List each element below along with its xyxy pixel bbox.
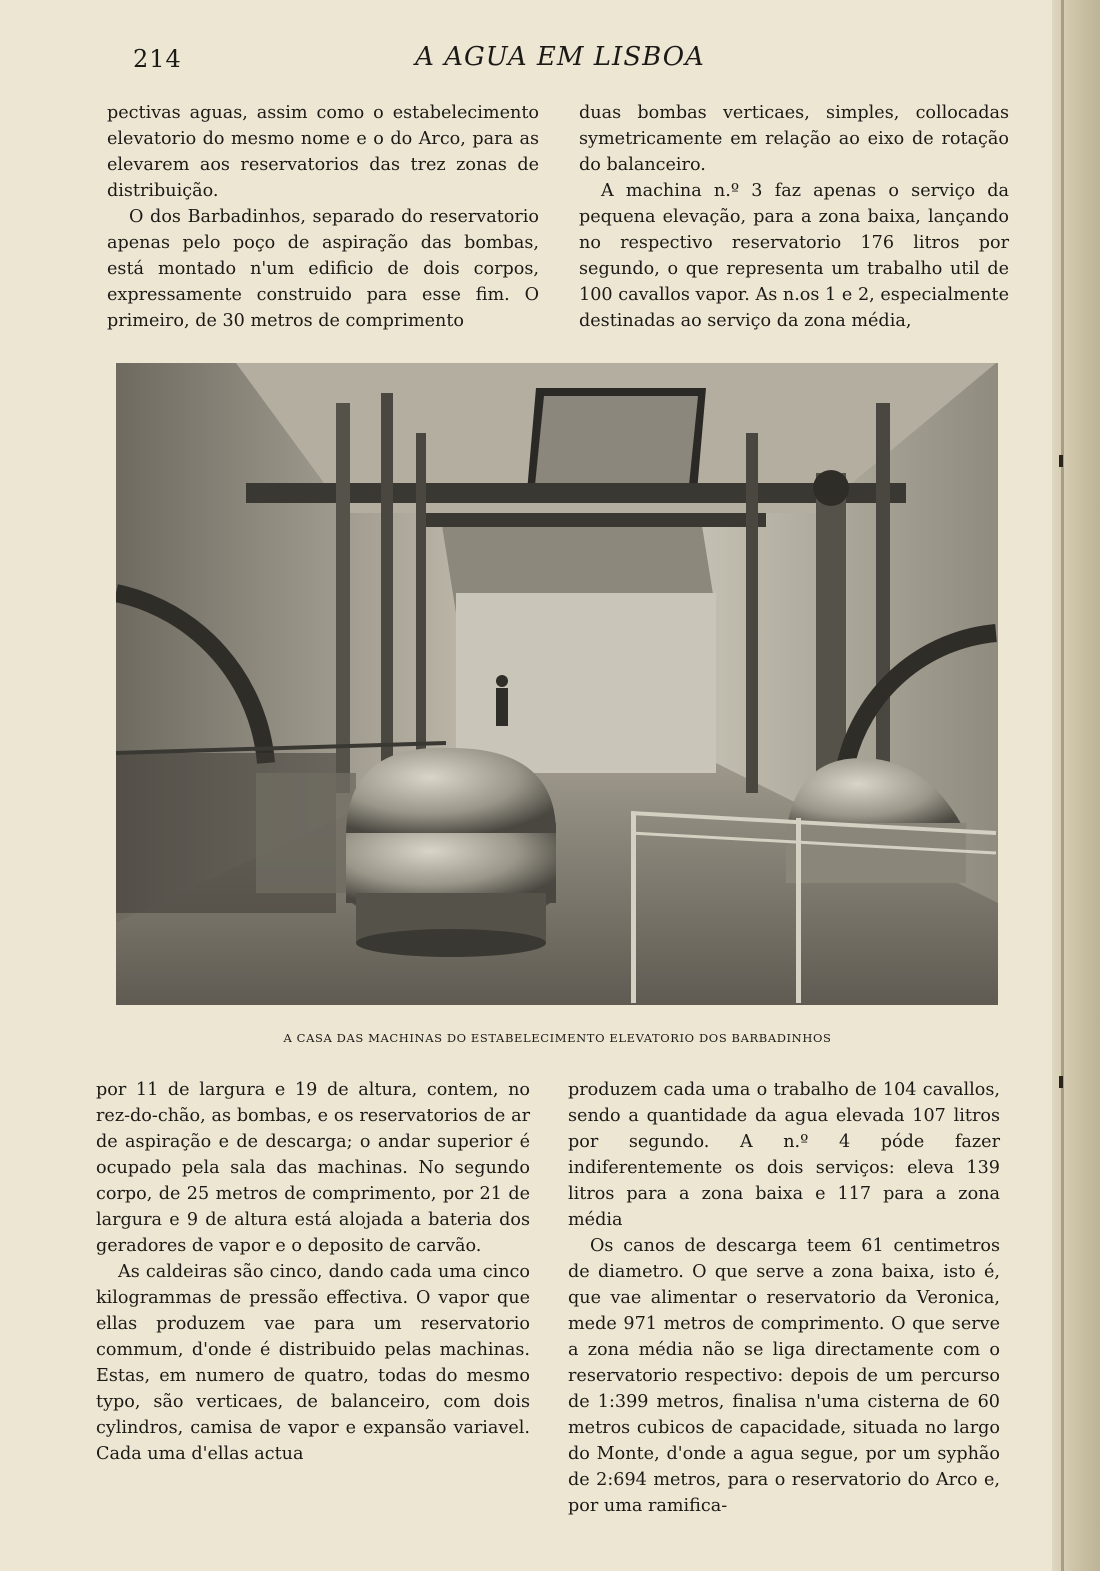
running-title: A AGUA EM LISBOA xyxy=(415,42,705,72)
text-column-top-left xyxy=(107,100,539,334)
engine-house-photograph xyxy=(116,363,998,1005)
paragraph: duas bombas verticaes, simples, collocadas symetricamente em relação ao eixo de rotação do balanceiro. xyxy=(579,103,1009,175)
margin-mark xyxy=(1059,1076,1063,1088)
margin-mark xyxy=(1059,455,1063,467)
paragraph: produzem cada uma o trabalho de 104 cavallos, sendo a quantidade da agua elevada 107 litros por segundo. A n.º 4 póde fazer indiferentemente os dois serviços: eleva 139 litros para a zona baixa e 117 para a zona média xyxy=(568,1080,1000,1230)
paragraph: O dos Barbadinhos, separado do reservatorio apenas pelo poço de aspiração das bombas, está montado n'um edificio de dois corpos, expressamente construido para esse fim. O primeiro, de 30 metros de comprimento xyxy=(107,207,539,331)
photo-caption: A CASA DAS MACHINAS DO ESTABELECIMENTO ELEVATORIO DOS BARBADINHOS xyxy=(283,1031,832,1045)
paragraph: A machina n.º 3 faz apenas o serviço da pequena elevação, para a zona baixa, lançando no respectivo reservatorio 176 litros por segundo, o que representa um trabalho util de 100 cavallos vapor. As n.os 1 e 2, especialmente destinadas ao serviço da zona média, xyxy=(579,181,1009,331)
paragraph: As caldeiras são cinco, dando cada uma cinco kilogrammas de pressão effectiva. O vapor que ellas produzem vae para um reservatorio commum, d'onde é distribuido pelas machinas. Estas, em numero de quatro, todas do mesmo typo, são verticaes, de balanceiro, com dois cylindros, camisa de vapor e expansão variavel. Cada uma d'ellas actua xyxy=(96,1262,530,1464)
text-column-top-right xyxy=(579,100,1009,334)
text-column-bottom-left xyxy=(96,1077,530,1467)
paragraph: por 11 de largura e 19 de altura, contem, no rez-do-chão, as bombas, e os reservatorios de ar de aspiração e de descarga; o andar superior é ocupado pela sala das machinas. No segundo corpo, de 25 metros de comprimento, por 21 de largura e 9 de altura está alojada a bateria dos geradores de vapor e o deposito de carvão. xyxy=(96,1080,530,1256)
paragraph: Os canos de descarga teem 61 centimetros de diametro. O que serve a zona baixa, isto é, que vae alimentar o reservatorio da Veronica, mede 971 metros de comprimento. O que serve a zona média não se liga directamente com o reservatorio respectivo: depois de um percurso de 1:399 metros, finalisa n'uma cisterna de 60 metros cubicos de capacidade, situada no largo do Monte, d'onde a agua segue, por um syphão de 2:694 metros, para o reservatorio do Arco e, por uma ramifica- xyxy=(568,1236,1000,1516)
paragraph: pectivas aguas, assim como o estabelecimento elevatorio do mesmo nome e o do Arco, para as elevarem aos reservatorios das trez zonas de distribuição. xyxy=(107,103,539,201)
page-gutter-shadow xyxy=(1052,0,1100,1571)
page-edge xyxy=(1061,0,1064,1571)
page-number: 214 xyxy=(133,45,182,73)
text-column-bottom-right xyxy=(568,1077,1000,1519)
